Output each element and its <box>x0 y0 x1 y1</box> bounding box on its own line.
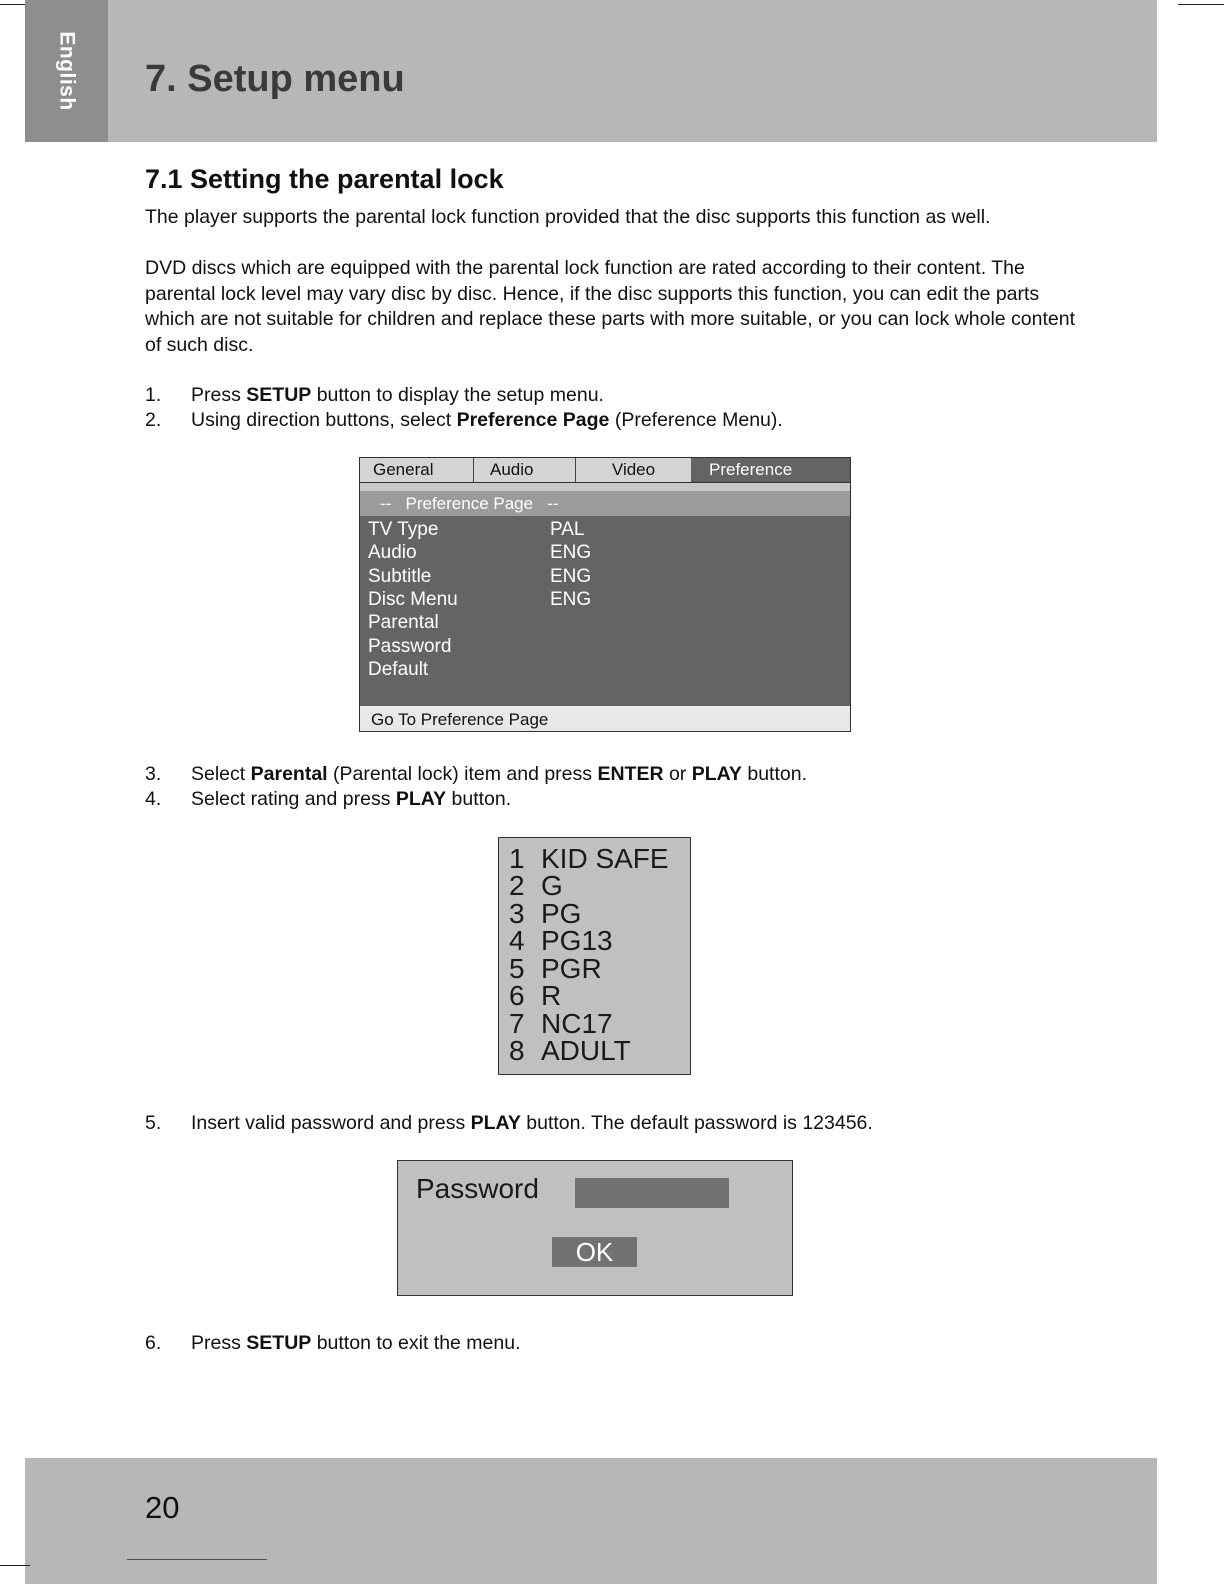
ok-button[interactable]: OK <box>552 1237 637 1267</box>
menu-status-bar: Go To Preference Page <box>360 706 850 731</box>
rating-item[interactable]: 5 PGR <box>509 953 602 984</box>
menu-tab-bar <box>360 458 850 483</box>
menu-row-default[interactable]: Default <box>368 659 429 680</box>
crop-mark <box>0 1565 30 1566</box>
rating-item[interactable]: 4 PG13 <box>509 925 613 956</box>
step-2: 2. Using direction buttons, select Preference Page (Preference Menu). <box>145 409 783 431</box>
tab-general[interactable]: General <box>360 458 474 482</box>
footer-rule <box>127 1559 267 1560</box>
menu-divider-strip <box>360 483 850 491</box>
rating-item[interactable]: 1 KID SAFE <box>509 843 669 874</box>
password-dialog <box>397 1160 793 1296</box>
rating-item[interactable]: 3 PG <box>509 898 582 929</box>
step-4: 4. Select rating and press PLAY button. <box>145 788 512 810</box>
menu-row-disc-menu[interactable]: Disc Menu ENG <box>368 589 592 610</box>
preference-menu <box>359 457 851 732</box>
menu-row-tv-type[interactable]: TV Type PAL <box>368 519 585 540</box>
rating-item[interactable]: 7 NC17 <box>509 1008 613 1039</box>
language-tab-label: English <box>55 31 79 111</box>
description-paragraph: DVD discs which are equipped with the parental lock function are rated according to their content. The parental lock level may vary disc by disc. Hence, if the disc supports this function, you can edit the parts which are not suitable for children and replace these parts with more suitable, or you can lock whole content of such disc. <box>145 257 1076 356</box>
menu-row-password[interactable]: Password <box>368 636 452 657</box>
rating-item[interactable]: 6 R <box>509 980 562 1011</box>
password-label: Password <box>416 1173 539 1204</box>
footer-band <box>25 1458 1157 1584</box>
rating-item[interactable]: 8 ADULT <box>509 1035 631 1066</box>
tab-audio[interactable]: Audio <box>474 458 576 482</box>
intro-paragraph: The player supports the parental lock function provided that the disc supports this function as well. <box>145 206 991 228</box>
step-3: 3. Select Parental (Parental lock) item and press ENTER or PLAY button. <box>145 763 807 785</box>
rating-list <box>498 837 691 1075</box>
password-input[interactable] <box>575 1178 729 1208</box>
chapter-title: 7. Setup menu <box>145 58 405 100</box>
page-number: 20 <box>145 1490 180 1525</box>
menu-page-title: -- Preference Page -- <box>360 491 850 516</box>
step-1: 1. Press SETUP button to display the setup menu. <box>145 384 604 406</box>
rating-item[interactable]: 2 G <box>509 870 563 901</box>
tab-video[interactable]: Video <box>611 460 656 479</box>
step-5: 5. Insert valid password and press PLAY button. The default password is 123456. <box>145 1112 873 1134</box>
tab-preference[interactable]: Preference <box>691 458 850 482</box>
menu-row-audio[interactable]: Audio ENG <box>368 542 592 563</box>
menu-row-parental[interactable]: Parental <box>368 612 439 633</box>
section-title: 7.1 Setting the parental lock <box>145 164 504 194</box>
crop-mark <box>1178 4 1224 5</box>
step-6: 6. Press SETUP button to exit the menu. <box>145 1332 521 1354</box>
menu-row-subtitle[interactable]: Subtitle ENG <box>368 566 592 587</box>
